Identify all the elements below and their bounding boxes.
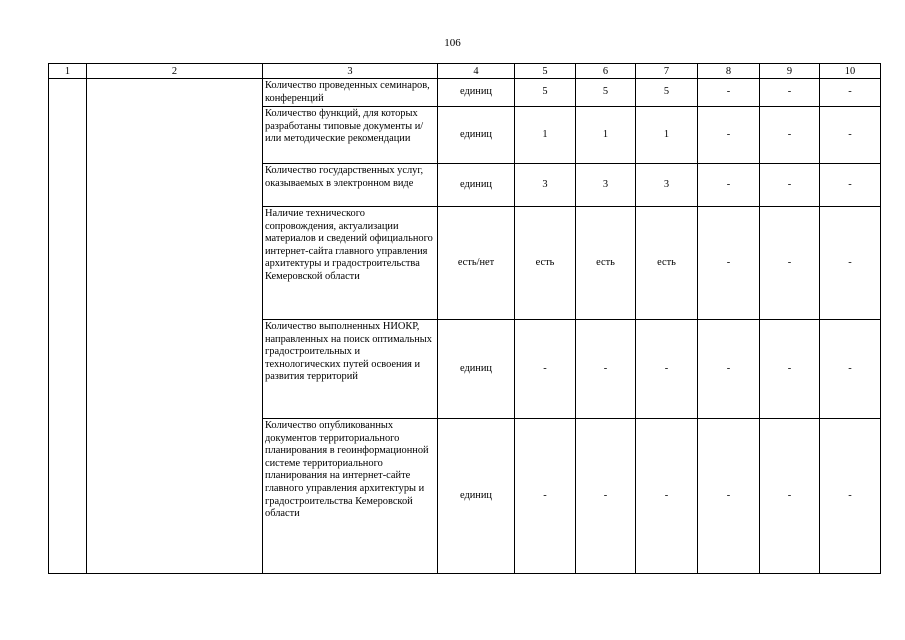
value-cell: -	[760, 419, 820, 574]
value-cell: -	[760, 207, 820, 320]
column-header: 3	[263, 64, 438, 79]
value-cell: -	[515, 419, 576, 574]
value-cell: 3	[515, 164, 576, 207]
indicator-cell: Количество государственных услуг, оказываемых в электронном виде	[263, 164, 438, 207]
indicator-cell: Наличие технического сопровождения, актуализации материалов и сведений официального интернет-сайта главного управления архитектуры и градостроительства Кемеровской области	[263, 207, 438, 320]
value-cell: -	[698, 419, 760, 574]
value-cell: есть	[636, 207, 698, 320]
value-cell: -	[820, 320, 881, 419]
column-header: 10	[820, 64, 881, 79]
value-cell: 1	[576, 107, 636, 164]
value-cell: -	[820, 207, 881, 320]
value-cell: -	[760, 164, 820, 207]
value-cell: 5	[515, 79, 576, 107]
unit-cell: единиц	[438, 79, 515, 107]
value-cell: -	[698, 320, 760, 419]
value-cell: -	[515, 320, 576, 419]
value-cell: 3	[576, 164, 636, 207]
value-cell: 3	[636, 164, 698, 207]
value-cell: -	[636, 419, 698, 574]
indicator-cell: Количество опубликованных документов территориального планирования в геоинформационной системе территориального планирования на интернет-сайте главного управления архитектуры и градостроительства Кемеровской области	[263, 419, 438, 574]
value-cell: -	[760, 320, 820, 419]
column-header: 5	[515, 64, 576, 79]
column-header: 7	[636, 64, 698, 79]
col1-blank-cell	[49, 79, 87, 574]
indicator-cell: Количество проведенных семинаров, конференций	[263, 79, 438, 107]
value-cell: -	[576, 320, 636, 419]
value-cell: есть	[576, 207, 636, 320]
unit-cell: единиц	[438, 107, 515, 164]
value-cell: -	[820, 107, 881, 164]
value-cell: -	[576, 419, 636, 574]
value-cell: 5	[576, 79, 636, 107]
column-header: 4	[438, 64, 515, 79]
column-header: 6	[576, 64, 636, 79]
indicator-cell: Количество функций, для которых разработаны типовые документы и/или методические рекомендации	[263, 107, 438, 164]
table-row	[49, 79, 881, 107]
value-cell: -	[760, 79, 820, 107]
value-cell: -	[698, 164, 760, 207]
value-cell: -	[698, 79, 760, 107]
value-cell: 5	[636, 79, 698, 107]
page-number: 106	[444, 37, 461, 49]
value-cell: 1	[636, 107, 698, 164]
value-cell: -	[760, 107, 820, 164]
header-row	[49, 64, 881, 79]
column-header: 8	[698, 64, 760, 79]
column-header: 9	[760, 64, 820, 79]
value-cell: -	[698, 207, 760, 320]
value-cell: -	[636, 320, 698, 419]
value-cell: 1	[515, 107, 576, 164]
indicator-cell: Количество выполненных НИОКР, направленных на поиск оптимальных градостроительных и технологических путей освоения и развития территорий	[263, 320, 438, 419]
col2-blank-cell	[87, 79, 263, 574]
indicators-table	[48, 63, 881, 574]
value-cell: -	[820, 79, 881, 107]
column-header: 2	[87, 64, 263, 79]
unit-cell: есть/нет	[438, 207, 515, 320]
value-cell: -	[698, 107, 760, 164]
value-cell: -	[820, 419, 881, 574]
unit-cell: единиц	[438, 320, 515, 419]
unit-cell: единиц	[438, 164, 515, 207]
value-cell: -	[820, 164, 881, 207]
column-header: 1	[49, 64, 87, 79]
unit-cell: единиц	[438, 419, 515, 574]
value-cell: есть	[515, 207, 576, 320]
